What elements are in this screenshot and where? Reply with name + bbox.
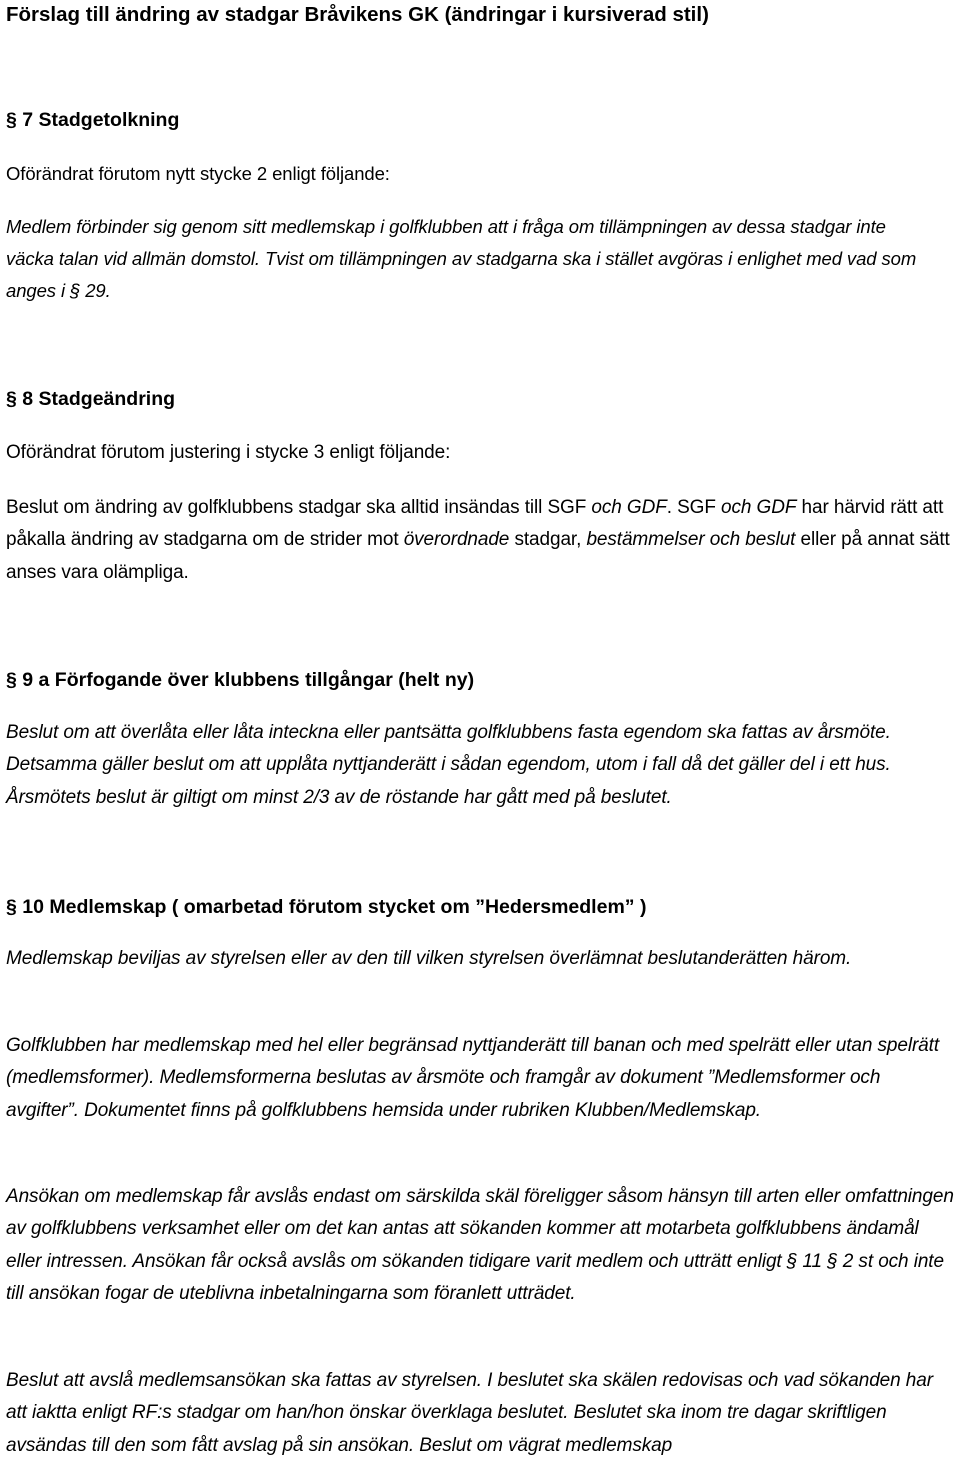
section-8-paragraph [6, 492, 956, 589]
section-8-intro: Oförändrat förutom justering i stycke 3 enligt följande: [6, 442, 451, 463]
section-10-heading: § 10 Medlemskap ( omarbetad förutom stycket om ”Hedersmedlem” ) [6, 896, 647, 918]
s8-text-d: och GDF [721, 497, 797, 518]
section-10-paragraph-2 [6, 1030, 946, 1127]
section-7-italic-a: Medlem förbinder sig genom sitt medlemskap i golfklubben att i fråga om tillämpningen av dessa stadgar inte väcka talan vid allmän domstol. [6, 216, 886, 269]
s8-text-a: Beslut om ändring av golfklubbens stadgar ska alltid insändas till SGF [6, 497, 592, 518]
section-9a-heading: § 9 a Förfogande över klubbens tillgångar (helt ny) [6, 669, 475, 691]
s10-p4-italic: Beslut att avslå medlemsansökan ska fattas av styrelsen. I beslutet ska skälen redovisas och vad sökanden har att iaktta enligt RF:s stadgar om han/hon önskar överklaga beslutet. Beslutet ska inom tre dagar skriftligen avsändas till den som fått avslag på sin ansökan. Beslut om vägrat medlemskap [6, 1370, 933, 1456]
document-title: Förslag till ändring av stadgar Bråvikens GK (ändringar i kursiverad stil) [6, 3, 709, 26]
s8-text-i: eller på annat sätt anses vara olämpliga. [6, 529, 950, 583]
s9a-italic-text: Beslut om att överlåta eller låta inteckna eller pantsätta golfklubbens fasta egendom ska fattas av årsmöte. Detsamma gäller beslut om att upplåta nyttjanderätt i sådan egendom, utom i fall då det gäller del i ett hus. Årsmötets beslut är giltigt om minst 2/3 av de röstande har gått med på beslutet. [6, 722, 891, 808]
section-9a-paragraph [6, 717, 951, 814]
section-7-paragraph [6, 211, 936, 307]
s8-text-c: . SGF [666, 497, 722, 518]
section-10-paragraph-4 [6, 1365, 956, 1462]
section-7-intro: Oförändrat förutom nytt stycke 2 enligt följande: [6, 163, 390, 184]
s8-text-f: överordnade [403, 529, 510, 551]
section-7-heading: § 7 Stadgetolkning [6, 109, 180, 131]
s10-p3-italic: Ansökan om medlemskap får avslås endast om särskilda skäl föreligger såsom hänsyn till arten eller omfattningen av golfklubbens verksamhet eller om det kan antas att sökanden kommer att motarbeta golfklubbens ändamål eller intressen. Ansökan får också avslås om sökanden tidigare varit medlem och utträtt enligt § 11 § 2 st och inte till ansökan fogar de uteblivna inbetalningarna som föranlett utträdet. [6, 1186, 954, 1305]
section-8-heading: § 8 Stadgeändring [6, 388, 176, 410]
s8-text-h: bestämmelser och beslut [586, 529, 796, 551]
s8-text-g: stadgar, [509, 529, 587, 551]
section-7-italic-b: Tvist om tillämpningen av stadgarna ska i stället avgöras i enlighet med vad som anges i § 29. [6, 248, 917, 301]
s10-p1-italic: Medlemskap beviljas av styrelsen eller av den till vilken styrelsen överlämnat beslutanderätten härom. [6, 948, 852, 969]
s10-p2-italic: Golfklubben har medlemskap med hel eller begränsad nyttjanderätt till banan och med spelrätt eller utan spelrätt (medlemsformer). Medlemsformerna beslutas av årsmöte och framgår av dokument ”Medlemsformer och avgifter”. Dokumentet finns på golfklubbens hemsida under rubriken Klubben/Medlemskap. [6, 1035, 940, 1121]
section-10-paragraph-3 [6, 1181, 956, 1311]
s8-text-b: och GDF [591, 497, 667, 518]
s8-text-e: har härvid rätt att påkalla ändring av stadgarna om de strider mot [6, 497, 944, 551]
section-10-paragraph-1 [6, 943, 906, 975]
